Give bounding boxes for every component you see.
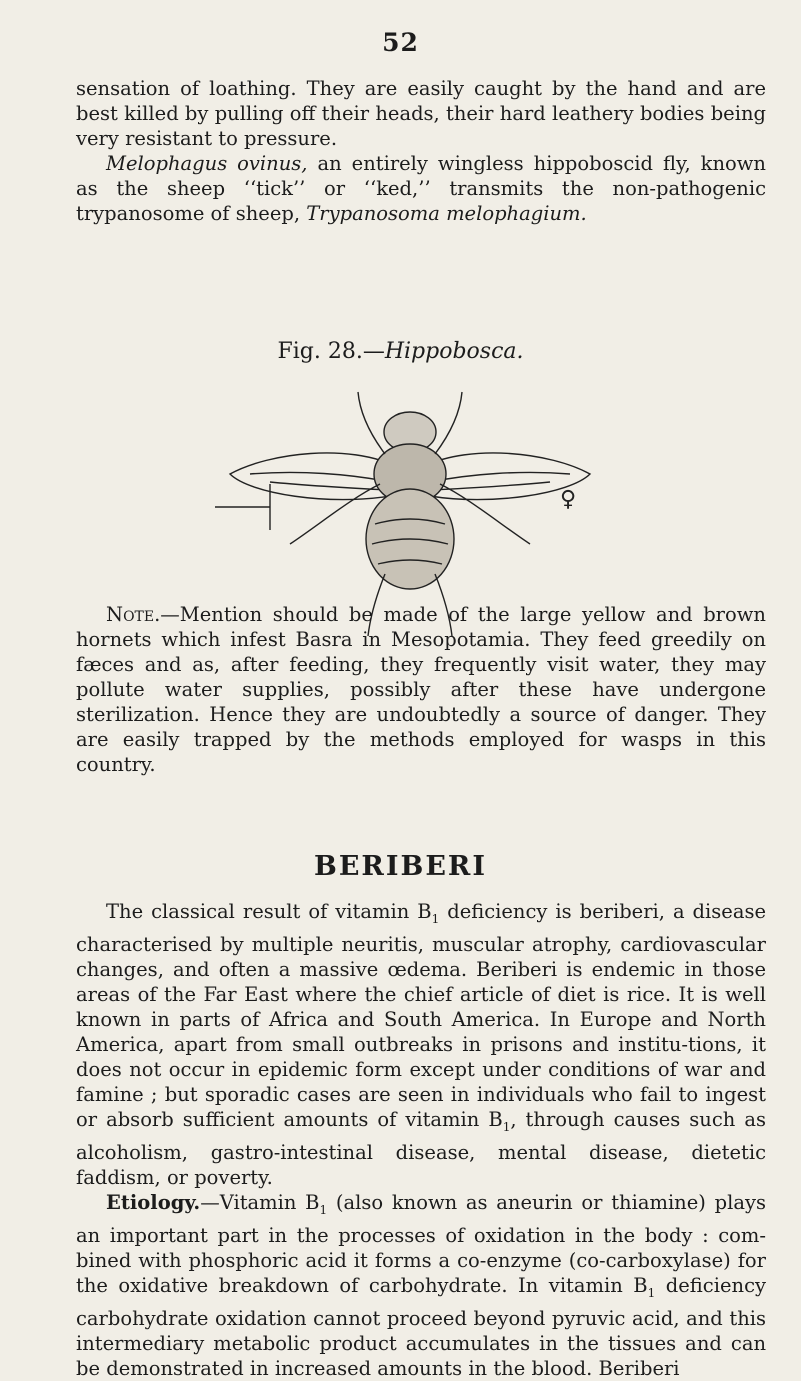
text-run: deficiency carbohydrate oxidation cannot proceed beyond pyruvic acid, and this intermediary metabolic product accumulates in the tissues and can be demonstrated in increased amounts in the blood. Beriberi xyxy=(76,1273,767,1380)
species-name: Melophagus ovinus, xyxy=(106,152,308,175)
subscript: 1 xyxy=(319,1202,328,1217)
subscript: 1 xyxy=(502,1119,511,1134)
etiology-lead: Etiology. xyxy=(106,1190,201,1214)
text-run: deficiency is beriberi, a disease characterised by multiple neuritis, muscular atrophy, cardiovascular changes, and often a massive œdema. Beriberi is endemic in those areas of the Far East where the chief article of diet is rice. It is well known in parts of Africa and South America. In Europe and North America, apart from small outbreaks in prisons and institu-tions, it does not occur in epidemic form except under conditions of war and famine ; but sporadic cases are seen in individuals who fail to ingest or absorb sufficient amounts of vitamin B xyxy=(76,900,766,1131)
scale-bar xyxy=(215,484,270,530)
text-run: —Vitamin B xyxy=(200,1190,320,1214)
parasite-name: Trypanosoma melophagium. xyxy=(306,202,587,225)
text-run: , through causes such as alcoholism, gastro-intestinal disease, mental disease, dietetic faddism, or poverty. xyxy=(76,1107,766,1189)
page-number: 52 xyxy=(382,28,419,57)
leg xyxy=(358,392,385,454)
paragraph-loathing: sensation of loathing. They are easily caught by the hand and are best killed by pulling off their heads, their hard leathery bodies being very resistant to pressure. xyxy=(76,77,766,150)
note-text: —Mention should be made of the large yellow and brown hornets which infest Basra in Mesopotamia. They feed greedily on fæces and as, after feeding, they frequently visit water, they may pollute water supplies, possibly after these have undergone sterilization. Hence they are undoubtedly a source of danger. They are easily trapped by the methods employed for wasps in this country. xyxy=(76,603,766,776)
etiology-paragraph xyxy=(76,1190,766,1381)
paragraph-melophagus xyxy=(76,151,766,226)
section-heading: BERIBERI xyxy=(314,851,487,882)
caption-name: Hippobosca. xyxy=(384,339,524,364)
text-run: (also known as aneurin or thiamine) plays an important part in the processes of oxidation in the body : com-bined with phosphoric acid it forms a co-enzyme (co-carboxylase) for the oxidative breakdown of carbohydrate. In vitamin B xyxy=(76,1190,766,1297)
beriberi-paragraph xyxy=(76,899,766,1190)
figure-caption xyxy=(0,339,801,364)
female-symbol: ♀ xyxy=(560,487,577,512)
subscript: 1 xyxy=(431,911,440,926)
caption-prefix: Fig. 28.— xyxy=(277,339,385,364)
left-wing xyxy=(230,453,395,500)
paragraph-text: an entirely wingless hippoboscid fly, known as the sheep ‘‘tick’’ or ‘‘ked,’’ transmits the non-pathogenic trypanosome of sheep, xyxy=(76,152,766,225)
leg xyxy=(435,392,462,454)
note-paragraph xyxy=(76,602,766,777)
section-body xyxy=(76,899,766,1381)
note-block xyxy=(76,602,766,777)
note-lead: Note. xyxy=(106,603,161,626)
text-run: The classical result of vitamin B xyxy=(106,900,432,923)
top-text xyxy=(76,76,766,226)
subscript: 1 xyxy=(647,1285,656,1300)
